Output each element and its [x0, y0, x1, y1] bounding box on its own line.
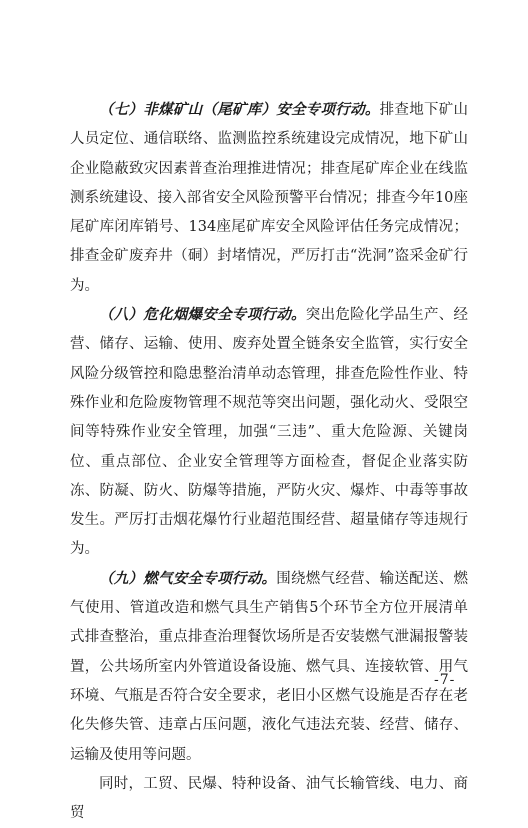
paragraph-continuation	[70, 770, 468, 828]
section-body-8: 突出危险化学品生产、经营、储存、运输、使用、废弃处置全链条安全监管，实行安全风险分级管控和隐患整治清单动态管理，排查危险性作业、特殊作业和危险废物管理不规范等突出问题，强化动火、受限空间等特殊作业安全管理，加强“三违”、重大危险源、关键岗位、重点部位、企业安全管理等方面检查，督促企业落实防冻、防凝、防火、防爆等措施，严防火灾、爆炸、中毒等事故发生。严厉打击烟花爆竹行业超范围经营、超量储存等违规行为。	[70, 307, 469, 558]
continuation-body: 同时，工贸、民爆、特种设备、油气长输管线、电力、商贸	[70, 775, 468, 822]
section-body-9: 围绕燃气经营、输送配送、燃气使用、管道改造和燃气具生产销售5个环节全方位开展清单式排查整治，重点排查治理餐饮场所是否安装燃气泄漏报警装置，公共场所室内外管道设备设施、燃气具、连接软管、用气环境、气瓶是否符合安全要求，老旧小区燃气设施是否存在老化失修失管、违章占压问题，液化气违法充装、经营、储存、运输及使用等问题。	[70, 570, 468, 763]
paragraph-section-8	[70, 301, 468, 565]
section-heading-9: （九）燃气安全专项行动。	[99, 570, 277, 587]
paragraph-section-9	[70, 565, 468, 770]
page-number: -7-	[434, 672, 456, 688]
paragraph-section-7	[70, 96, 468, 301]
section-body-7: 排查地下矿山人员定位、通信联络、监测监控系统建设完成情况，地下矿山企业隐蔽致灾因素普查治理推进情况；排查尾矿库企业在线监测系统建设、接入部省安全风险预警平台情况；排查今年10座尾矿库闭库销号、134座尾矿库安全风险评估任务完成情况；排查金矿废弃井（硐）封堵情况，严厉打击“洗洞”盗采金矿行为。	[70, 102, 469, 294]
section-heading-7: （七）非煤矿山（尾矿库）安全专项行动。	[99, 102, 380, 118]
document-body	[70, 96, 468, 828]
section-heading-8: （八）危化烟爆安全专项行动。	[99, 307, 306, 324]
